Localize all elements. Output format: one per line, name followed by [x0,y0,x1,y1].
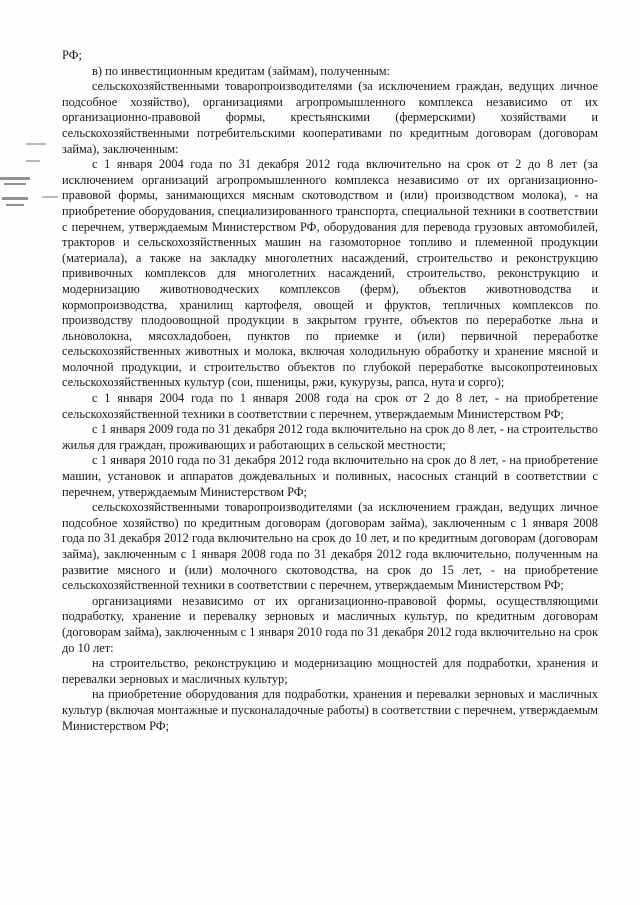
document-body [62,48,598,734]
paragraph-2010-2012: с 1 января 2010 года по 31 декабря 2012 года включительно на срок до 8 лет, - на приобретение машин, установок и аппаратов дождевальных и поливных, насосных станций в соответствии с перечнем, утверждаемым Министерством РФ; [62,453,598,499]
scan-margin-mark [0,177,30,180]
paragraph-producers: сельскохозяйственными товаропроизводителями (за исключением граждан, ведущих личное подсобное хозяйство), организациями агропромышленного комплекса независимо от их организационно-правовой формы, крестьянскими (фермерскими) хозяйствами и сельскохозяйственными потребительскими кооперативами по кредитным договорам (договорам займа), заключенным: [62,79,598,156]
scan-margin-mark [6,204,24,206]
scan-margin-mark [42,196,58,198]
paragraph-2004-2008: с 1 января 2004 года по 1 января 2008 года на срок от 2 до 8 лет, - на приобретение сельскохозяйственной техники в соответствии с перечнем, утверждаемым Министерством РФ; [62,391,598,421]
scan-margin-mark [4,183,26,185]
paragraph-equipment: на приобретение оборудования для подработки, хранения и перевалки зерновых и масличных культур (включая монтажные и пусконаладочные работы) в соответствии с перечнем, утверждаемым Министерством РФ; [62,687,598,733]
scan-margin-mark [26,143,46,145]
paragraph-2009-2012: с 1 января 2009 года по 31 декабря 2012 года включительно на срок до 8 лет, - на строительство жилья для граждан, проживающих и работающих в сельской местности; [62,422,598,452]
paragraph-continuation: РФ; [62,48,82,62]
paragraph-2004-2012: с 1 января 2004 года по 31 декабря 2012 года включительно на срок от 2 до 8 лет (за исключением организаций агропромышленного комплекса независимо от их организационно-правовой формы, занимающихся мясным скотоводством и (или) производством молока), - на приобретение оборудования, специализированного транспорта, специальной техники в соответствии с перечнем, утверждаемым Министерством РФ, оборудования для перевода грузовых автомобилей, тракторов и сельскохозяйственных машин на газомоторное топливо и племенной продукции (материала), а также на закладку многолетних насаждений, строительство и реконструкцию прививочных комплексов для многолетних насаждений, строительство, реконструкцию и модернизацию животноводческих комплексов (ферм), объектов животноводства и кормопроизводства, хранилищ картофеля, овощей и фруктов, тепличных комплексов по производству плодоовощной продукции в закрытом грунте, объектов по переработке льна и льноволокна, мясохладобоен, пунктов по приемке и (или) первичной переработке сельскохозяйственных животных и молока, включая холодильную обработку и хранение мясной и молочной продукции, и строительство объектов по глубокой переработке высокопротеиновых сельскохозяйственных культур (сои, пшеницы, ржи, кукурузы, рапса, нута и сорго); [62,157,598,390]
scan-margin-mark [26,160,40,162]
paragraph-construction: на строительство, реконструкцию и модернизацию мощностей для подработки, хранения и перевалки зерновых и масличных культур; [62,656,598,686]
paragraph-organizations: организациями независимо от их организационно-правовой формы, осуществляющими подработку, хранение и перевалку зерновых и масличных культур, по кредитным договорам (договорам займа), заключенным с 1 января 2010 года по 31 декабря 2012 года включительно на срок до 10 лет: [62,593,598,655]
paragraph-producers-2008: сельскохозяйственными товаропроизводителями (за исключением граждан, ведущих личное подсобное хозяйство) по кредитным договорам (договорам займа), заключенным с 1 января 2008 года по 31 декабря 2012 года включительно на срок до 10 лет, и по кредитным договорам (договорам займа), заключенным с 1 января 2008 года по 31 декабря 2012 года включительно, полученным на развитие мясного и (или) молочного скотоводства, на срок до 15 лет, - на приобретение сельскохозяйственной техники в соответствии с перечнем, утверждаемым Министерством РФ; [62,500,598,593]
scan-margin-mark [2,197,28,200]
paragraph-item-v: в) по инвестиционным кредитам (займам), полученным: [92,63,391,78]
